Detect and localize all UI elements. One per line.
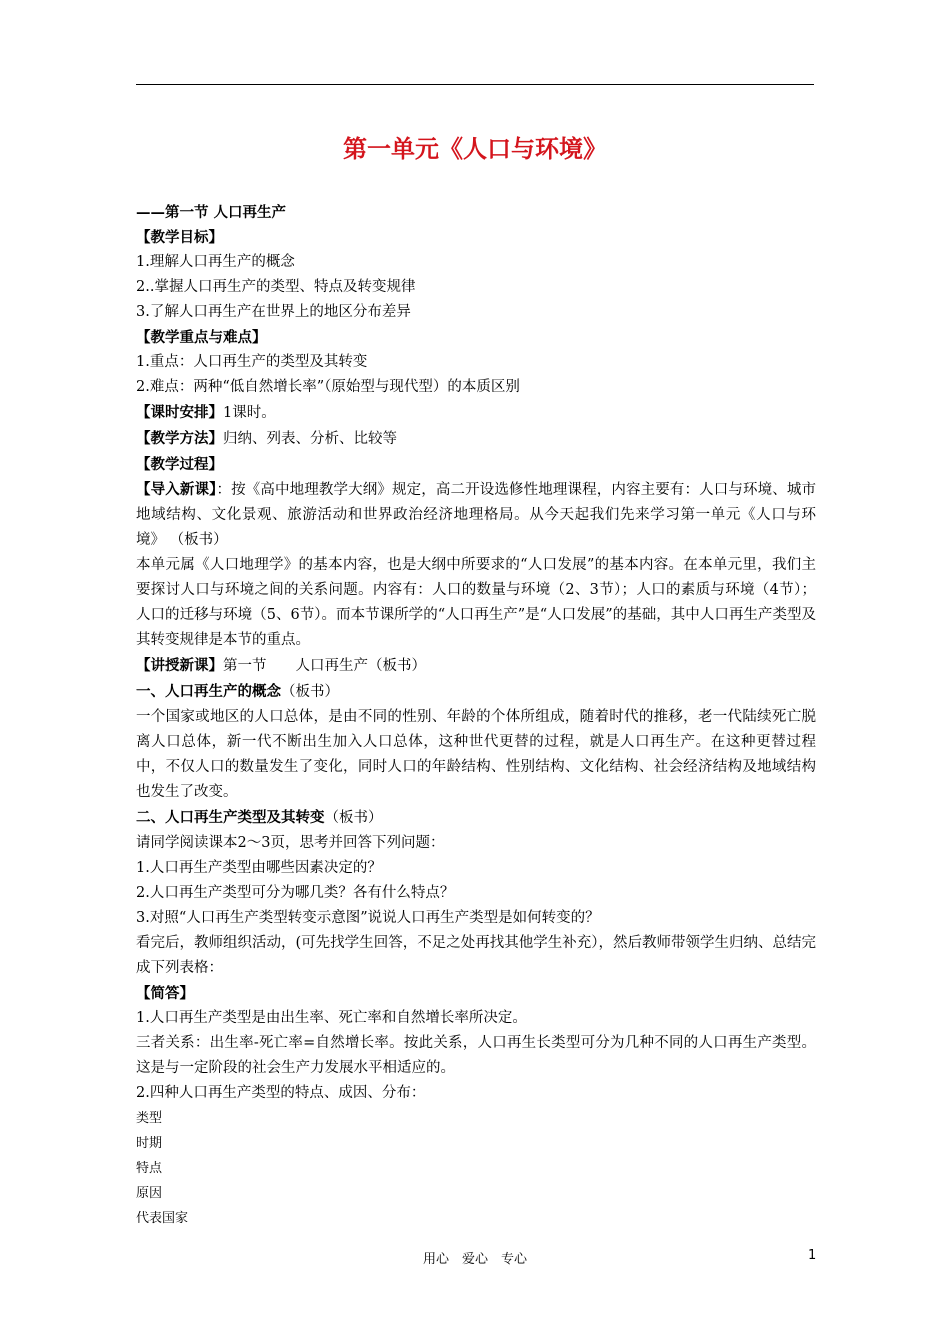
table-row-label: 代表国家 [136,1211,189,1226]
lecture-label: 【讲授新课】 [136,657,223,674]
goal-item: 2..掌握人口再生产的类型、特点及转变规律 [136,279,416,295]
process-heading: 【教学过程】 [136,456,223,473]
question-item: 3.对照“人口再生产类型转变示意图”说说人口再生产类型是如何转变的？ [136,910,600,926]
concept-heading-line [136,679,816,705]
intro-text: ：按《高中地理教学大纲》规定，高二开设选修性地理课程，内容主要有：人口与环境、城市地域结构、文化景观、旅游活动和世界政治经济地理格局。从今天起我们先来学习第一单元《人口与环境》 （板书） [136,482,816,548]
answer-line-1: 1.人口再生产类型是由出生率、死亡率和自然增长率所决定。 [136,1010,527,1026]
concept-note: （板书） [281,684,339,700]
types-prompt: 请同学阅读课本2～3页，思考并回答下列问题： [136,835,445,851]
key-point-item: 1.重点：人口再生产的类型及其转变 [136,354,368,370]
types-heading: 二、人口再生产类型及其转变 [136,809,325,826]
intro-paragraph [136,477,816,553]
methods-text: 归纳、列表、分析、比较等 [223,431,397,447]
goal-item: 1.理解人口再生产的概念 [136,254,295,270]
table-row-label: 时期 [136,1136,163,1151]
page-number: 1 [808,1248,817,1263]
intro-label: 【导入新课】 [136,481,217,498]
goal-item: 3.了解人口再生产在世界上的地区分布差异 [136,304,411,320]
page-title: 第一单元《人口与环境》 [343,134,607,163]
table-row-label: 特点 [136,1161,163,1176]
question-item: 2.人口再生产类型可分为哪几类？各有什么特点？ [136,885,455,901]
concept-paragraph: 一个国家或地区的人口总体，是由不同的性别、年龄的个体所组成，随着时代的推移，老一代陆续死亡脱离人口总体，新一代不断出生加入人口总体，这种世代更替的过程，就是人口再生产。在这种更替过程中，不仅人口的数量发生了变化，同时人口的年龄结构、性别结构、文化结构、社会经济结构及地域结构也发生了改变。 [136,709,816,800]
lecture-text: 第一节 人口再生产（板书） [223,658,426,674]
schedule-line [136,400,816,426]
lecture-line [136,653,816,679]
key-point-item: 2.难点：两种“低自然增长率”（原始型与现代型）的本质区别 [136,379,520,395]
header-rule [136,84,814,85]
types-after-paragraph: 看完后，教师组织活动，(可先找学生回答，不足之处再找其他学生补充），然后教师带领学生归纳、总结完成下列表格： [136,935,816,976]
question-item: 1.人口再生产类型由哪些因素决定的？ [136,860,382,876]
intro-paragraph-2: 本单元属《人口地理学》的基本内容，也是大纲中所要求的“人口发展”的基本内容。在本单元里，我们主要探讨人口与环境之间的关系问题。内容有：人口的数量与环境（2、3节）；人口的素质与环境（4节）；人口的迁移与环境（5、6节）。而本节课所学的“人口再生产”是“人口发展”的基础，其中人口再生产类型及其转变规律是本节的重点。 [136,557,816,648]
answer-line-3: 2.四种人口再生产类型的特点、成因、分布： [136,1085,426,1101]
types-heading-line [136,805,816,831]
methods-line [136,426,816,452]
answer-line-2: 三者关系：出生率-死亡率=自然增长率。按此关系，人口再生长类型可分为几种不同的人口再生产类型。这是与一定阶段的社会生产力发展水平相适应的。 [136,1035,816,1076]
page-footer: 用心 爱心 专心 [422,1252,527,1267]
types-note: （板书） [324,810,383,826]
schedule-label: 【课时安排】 [136,404,223,421]
table-row-label: 类型 [136,1111,163,1126]
concept-heading: 一、人口再生产的概念 [136,683,281,700]
answer-heading: 【简答】 [136,985,194,1002]
table-row-label: 原因 [136,1186,163,1201]
section-heading: ——第一节 人口再生产 [136,204,287,221]
goals-heading: 【教学目标】 [136,229,223,246]
document-body [136,200,816,1231]
key-points-heading: 【教学重点与难点】 [136,329,267,346]
methods-label: 【教学方法】 [136,430,223,447]
schedule-text: 1课时。 [223,405,276,421]
